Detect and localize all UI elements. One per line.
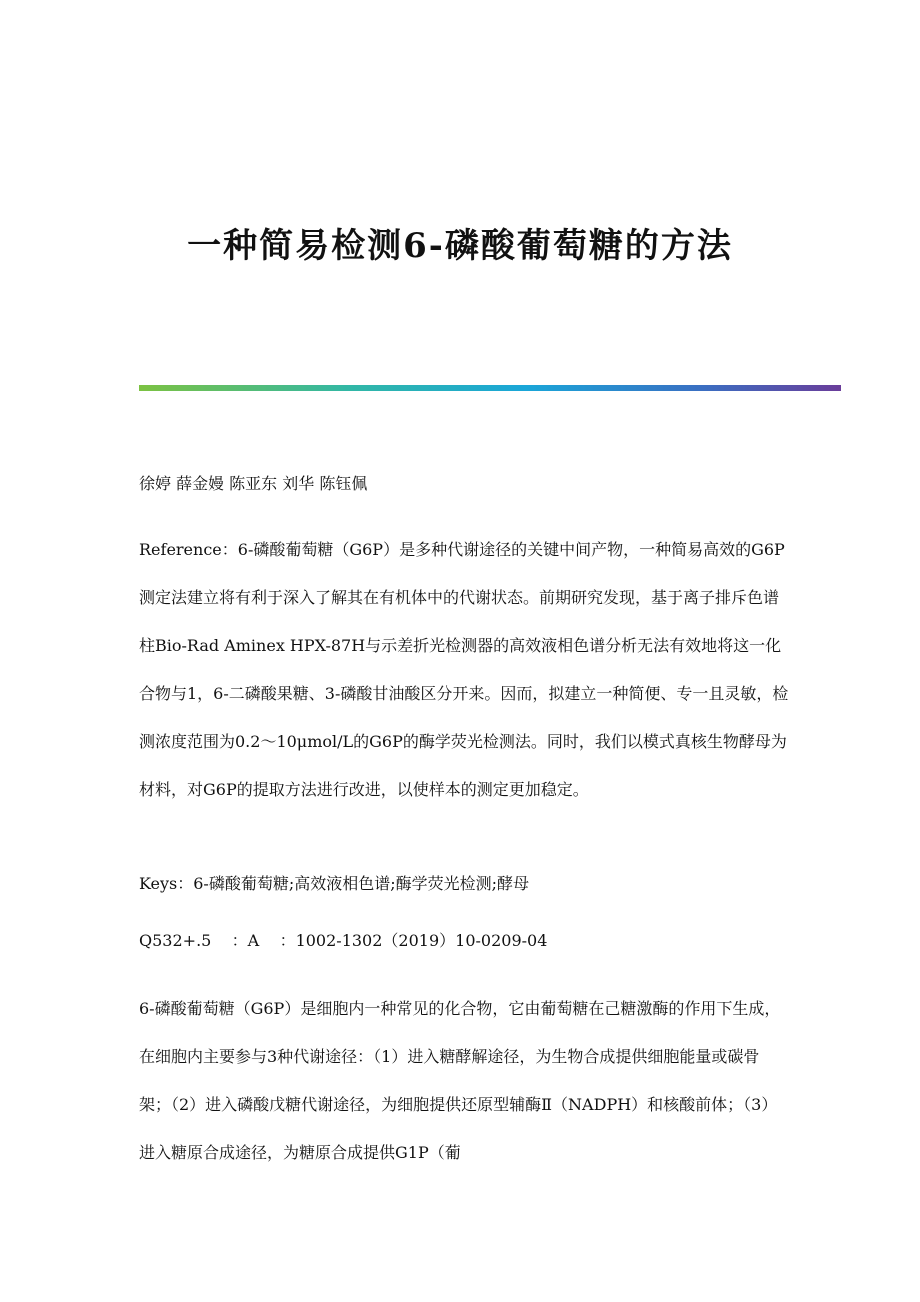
classification-line: Q532+.5 ：A ：1002-1302（2019）10-0209-04 <box>139 931 548 950</box>
paper-title: 一种简易检测6-磷酸葡萄糖的方法 <box>187 226 733 266</box>
keywords-line: Keys：6-磷酸葡萄糖;高效液相色谱;酶学荧光检测;酵母 <box>139 874 530 893</box>
author-list: 徐婷 薛金嫚 陈亚东 刘华 陈钰佩 <box>139 474 368 493</box>
abstract-paragraph: Reference：6-磷酸葡萄糖（G6P）是多种代谢途径的关键中间产物，一种简易高效的G6P测定法建立将有利于深入了解其在有机体中的代谢状态。前期研究发现，基于离子排斥色谱柱Bio-Rad Aminex HPX-87H与示差折光检测器的高效液相色谱分析无法有效地将这一化合物与1，6-二磷酸果糖、3-磷酸甘油酸区分开来。因而，拟建立一种简便、专一且灵敏，检测浓度范围为0.2～10μmol/L的G6P的酶学荧光检测法。同时，我们以模式真核生物酵母为材料，对G6P的提取方法进行改进，以使样本的测定更加稳定。 <box>139 540 789 799</box>
title-divider <box>139 385 841 391</box>
body-paragraph: 6-磷酸葡萄糖（G6P）是细胞内一种常见的化合物，它由葡萄糖在己糖激酶的作用下生成，在细胞内主要参与3种代谢途径：（1）进入糖酵解途径，为生物合成提供细胞能量或碳骨架；（2）进入磷酸戊糖代谢途径，为细胞提供还原型辅酶Ⅱ（NADPH）和核酸前体；（3）进入糖原合成途径，为糖原合成提供G1P（葡 <box>139 999 781 1162</box>
